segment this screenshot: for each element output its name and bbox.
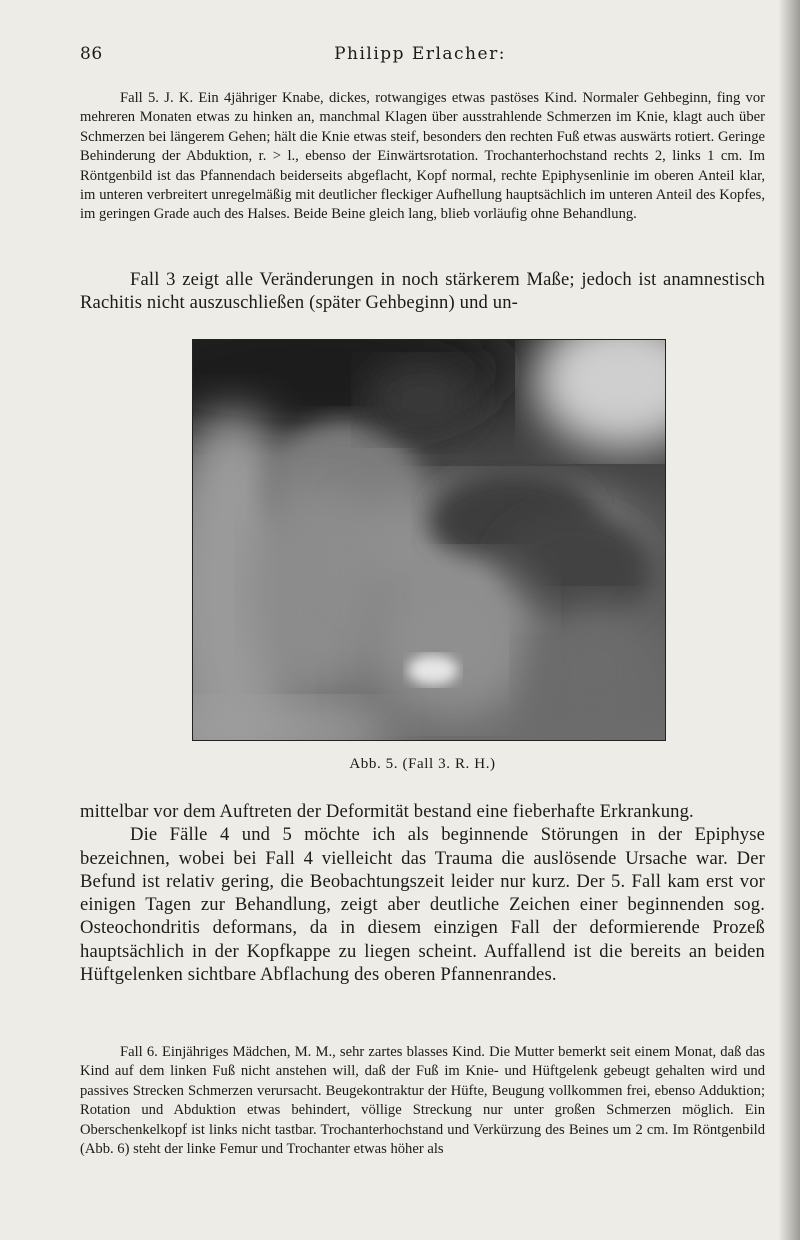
continuation-paragraph: mittelbar vor dem Auftreten der Deformität bestand eine fieberhafte Erkrankung. xyxy=(80,801,694,822)
case-6-text: Fall 6. Einjähriges Mädchen, M. M., sehr zartes blasses Kind. Die Mutter bemerkt seit einem Monat, daß das Kind auf dem linken Fuß nicht anstehen will, daß der Fuß im Knie- und Hüftgelenk gebeugt gehalten wird und passives Strecken Schmerzen verursacht. Beugekontraktur der Hüfte, Beugung vollkommen frei, ebenso Adduktion; Rotation und Abduktion etwas behindert, völlige Streckung nur unter großen Schmerzen möglich. Ein Oberschenkelkopf ist links nicht tastbar. Trochanterhochstand und Verkürzung des Beines um 2 cm. Im Röntgenbild (Abb. 6) steht der linke Femur und Trochanter etwas höher als xyxy=(80,1044,765,1158)
page-number: 86 xyxy=(80,44,103,64)
figure-caption: Abb. 5. (Fall 3. R. H.) xyxy=(349,756,496,772)
body-text-before-figure xyxy=(80,268,765,315)
body-text-after-figure xyxy=(80,800,765,986)
page-edge-shadow xyxy=(778,0,800,1240)
case-5-text: Fall 5. J. K. Ein 4jähriger Knabe, dickes, rotwangiges etwas pastöses Kind. Normaler Gehbeginn, fing vor mehreren Monaten etwas zu hinken an, manchmal Klagen über ausstrahlende Schmerzen im Knie, klagt auch über Schmerzen bei längerem Gehen; hält die Knie etwas steif, besonders den rechten Fuß etwas auswärts rotiert. Geringe Behinderung der Abduktion, r. > l., ebenso der Einwärtsrotation. Trochanterhochstand rechts 2, links 1 cm. Im Röntgenbild ist das Pfannendach beiderseits abgeflacht, Kopf normal, rechte Epiphysenlinie im oberen Anteil klar, im unteren verbreitert unregelmäßig mit deutlicher fleckiger Aufhellung hauptsächlich im unteren Anteil des Kopfes, im geringen Grade auch des Halses. Beide Beine gleich lang, blieb vorläufig ohne Behandlung. xyxy=(80,90,765,223)
case-3-paragraph: Fall 3 zeigt alle Veränderungen in noch stärkerem Maße; jedoch ist anamnestisch Rachitis nicht auszuschließen (später Gehbeginn) und un- xyxy=(80,269,765,314)
page-header xyxy=(80,44,760,68)
case-6-paragraph xyxy=(80,1043,765,1159)
xray-image xyxy=(193,340,665,740)
cases-4-5-paragraph: Die Fälle 4 und 5 möchte ich als beginnende Störungen in der Epiphyse bezeichnen, wobei bei Fall 4 vielleicht das Trauma die auslösende Ursache war. Der Befund ist relativ gering, die Beobachtungszeit leider nur kurz. Der 5. Fall kam erst vor einigen Tagen zur Behandlung, zeigt aber deutliche Zeichen einer beginnenden sog. Osteochondritis deformans, da in diesem einzigen Fall der deformierende Prozeß hauptsächlich in der Kopfkappe zu liegen scheint. Auffallend ist die bereits an beiden Hüftgelenken sichtbare Abflachung des oberen Pfannenrandes. xyxy=(80,824,765,986)
running-head: Philipp Erlacher: xyxy=(334,44,506,64)
xray-figure xyxy=(192,339,666,741)
case-5-paragraph xyxy=(80,89,765,225)
